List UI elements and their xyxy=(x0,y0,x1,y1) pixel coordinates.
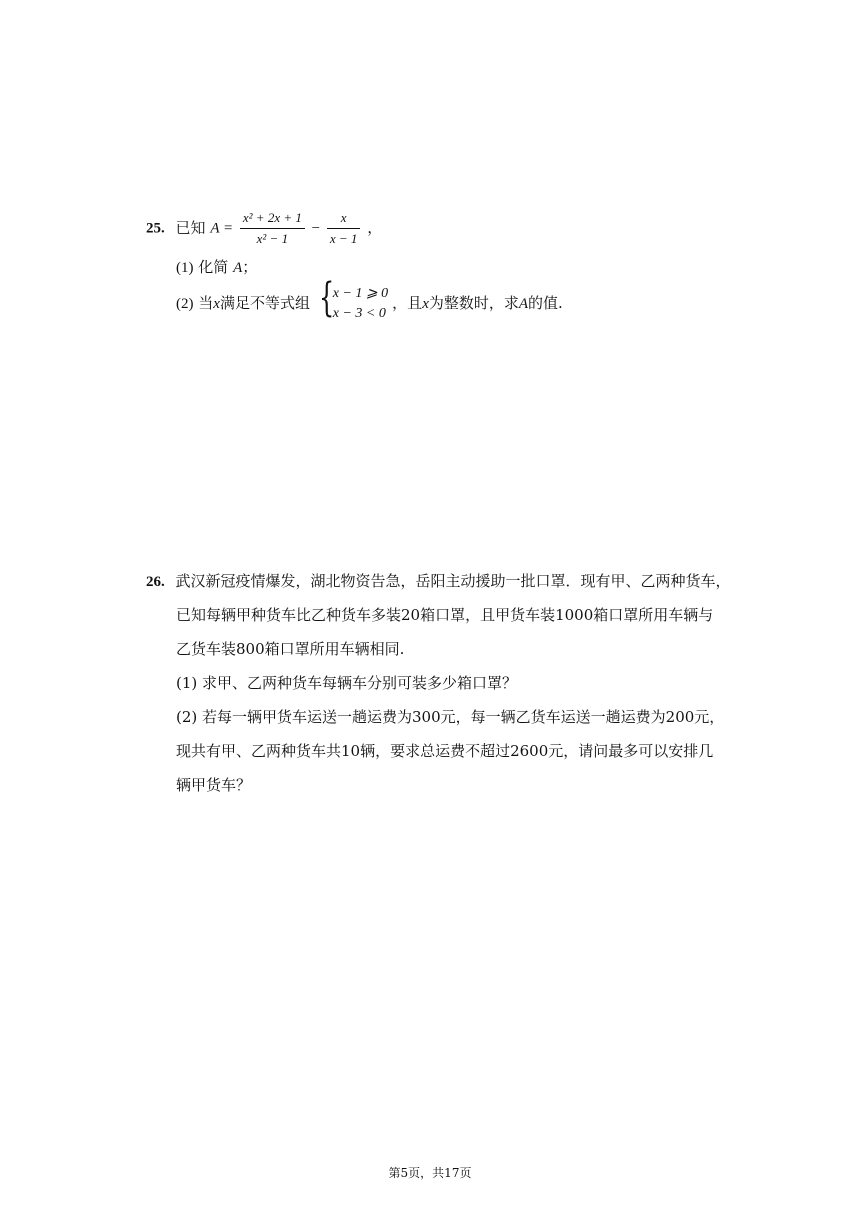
q25-part1-label: (1) xyxy=(176,260,194,276)
q26-line-2: 已知每辆甲种货车比乙种货车多装20箱口罩，且甲货车装1000箱口罩所用车辆与 xyxy=(176,606,714,624)
q25-part-1 xyxy=(176,256,257,277)
q25-part2-var: x xyxy=(213,296,220,312)
q25-frac1-numerator: x² + 2x + 1 xyxy=(240,210,305,229)
q26-text-1: 武汉新冠疫情爆发，湖北物资告急，岳阳主动援助一批口罩．现有甲、乙两种货车， xyxy=(175,572,731,590)
q25-frac1-denominator: x² − 1 xyxy=(256,231,289,246)
q26-number: 26. xyxy=(146,574,165,590)
q25-part2-e: 的值. xyxy=(528,294,563,312)
q25-part2-var2: x xyxy=(422,296,429,312)
q25-lhs: A = xyxy=(210,220,234,237)
q25-minus: − xyxy=(311,220,321,237)
q26-part-2-line-3: 辆甲货车？ xyxy=(176,776,252,794)
q25-fraction-1 xyxy=(240,210,305,247)
q25-intro: 已知 xyxy=(175,218,206,237)
inequality-system xyxy=(318,275,389,324)
q25-part2-var3: A xyxy=(518,296,529,312)
q25-stem xyxy=(146,210,382,247)
q25-fraction-2 xyxy=(327,210,361,247)
q26-part-2-line-2: 现共有甲、乙两种货车共10辆，要求总运费不超过2600元，请问最多可以安排几 xyxy=(176,742,714,760)
q25-part1-text: 化简 xyxy=(198,258,229,276)
q25-frac2-denominator: x − 1 xyxy=(329,231,358,246)
left-brace-icon: { xyxy=(318,275,335,321)
q25-frac2-numerator: x xyxy=(327,210,361,229)
q25-part2-label: (2) xyxy=(176,296,194,312)
q26-line-1 xyxy=(146,570,731,591)
q25-number: 25. xyxy=(146,220,165,237)
inequality-1: x − 1 ⩾ 0 xyxy=(332,286,389,301)
page-footer: 第5页，共17页 xyxy=(388,1166,472,1180)
q26-part-1: (1) 求甲、乙两种货车每辆车分别可装多少箱口罩？ xyxy=(176,674,518,692)
q25-part1-var: A xyxy=(233,260,243,276)
inequality-2: x − 3 < 0 xyxy=(332,306,386,321)
q25-part2-b: 满足不等式组 xyxy=(219,294,310,312)
q25-part2-c: ，且 xyxy=(392,294,423,312)
q25-part1-end: ； xyxy=(242,258,258,276)
q25-part2-d: 为整数时，求 xyxy=(428,294,519,312)
q26-part-2-line-1: (2) 若每一辆甲货车运送一趟运费为300元，每一辆乙货车运送一趟运费为200元， xyxy=(176,708,725,726)
q25-part-2 xyxy=(176,275,563,324)
q25-part2-a: 当 xyxy=(198,294,214,312)
q25-comma: ， xyxy=(367,218,383,237)
q26-line-3: 乙货车装800箱口罩所用车辆相同. xyxy=(176,640,405,658)
